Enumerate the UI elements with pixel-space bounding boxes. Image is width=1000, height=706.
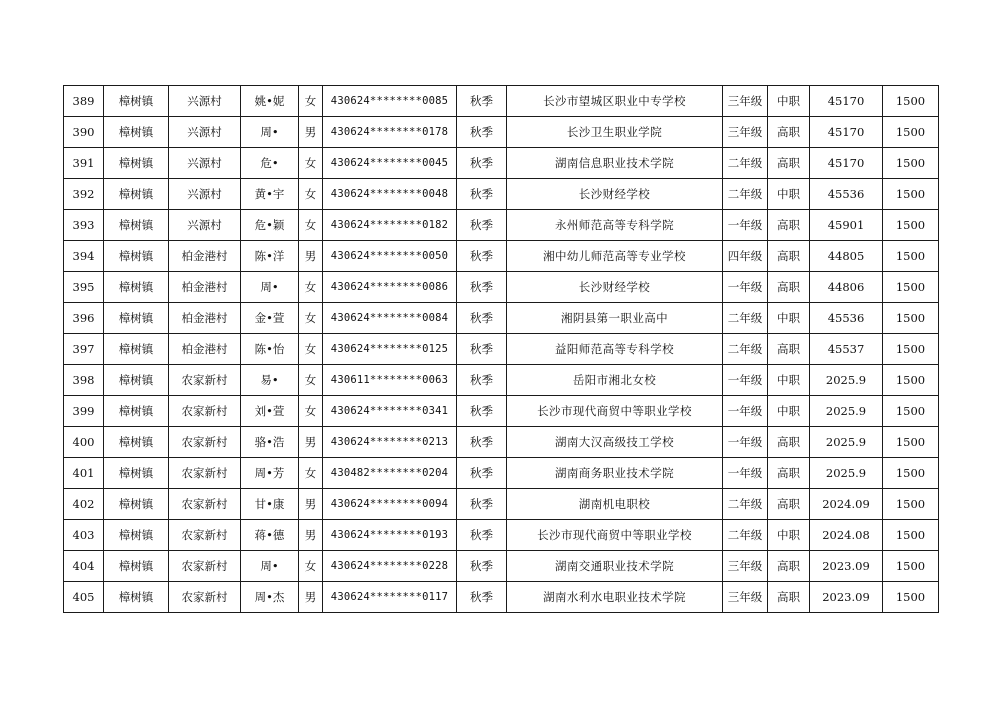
cell-village: 兴源村	[169, 210, 241, 241]
table-row	[64, 458, 939, 489]
cell-season: 秋季	[457, 520, 507, 551]
cell-gender: 女	[299, 458, 323, 489]
cell-amount: 1500	[883, 365, 939, 396]
cell-school: 长沙市现代商贸中等职业学校	[507, 396, 723, 427]
cell-village: 农家新村	[169, 396, 241, 427]
table-row	[64, 303, 939, 334]
cell-village: 农家新村	[169, 520, 241, 551]
cell-town: 樟树镇	[104, 551, 169, 582]
cell-level: 高职	[768, 272, 810, 303]
cell-student-name: 周•杰	[241, 582, 299, 613]
cell-gender: 女	[299, 179, 323, 210]
cell-id-number: 430624********0085	[323, 86, 457, 117]
cell-code: 2025.9	[810, 458, 883, 489]
cell-season: 秋季	[457, 489, 507, 520]
cell-level: 高职	[768, 210, 810, 241]
cell-level: 中职	[768, 179, 810, 210]
cell-code: 45536	[810, 179, 883, 210]
cell-town: 樟树镇	[104, 489, 169, 520]
cell-town: 樟树镇	[104, 582, 169, 613]
cell-number: 400	[64, 427, 104, 458]
cell-level: 中职	[768, 86, 810, 117]
cell-student-name: 陈•洋	[241, 241, 299, 272]
table-row	[64, 179, 939, 210]
cell-id-number: 430482********0204	[323, 458, 457, 489]
cell-season: 秋季	[457, 148, 507, 179]
table-row	[64, 489, 939, 520]
cell-student-name: 蒋•德	[241, 520, 299, 551]
cell-gender: 女	[299, 334, 323, 365]
cell-school: 岳阳市湘北女校	[507, 365, 723, 396]
table-row	[64, 86, 939, 117]
cell-grade: 一年级	[723, 427, 768, 458]
cell-gender: 女	[299, 272, 323, 303]
document-page	[63, 85, 939, 613]
table-row	[64, 582, 939, 613]
cell-gender: 女	[299, 551, 323, 582]
cell-code: 44806	[810, 272, 883, 303]
cell-amount: 1500	[883, 520, 939, 551]
cell-id-number: 430624********0050	[323, 241, 457, 272]
cell-school: 湖南机电职校	[507, 489, 723, 520]
cell-town: 樟树镇	[104, 396, 169, 427]
cell-town: 樟树镇	[104, 427, 169, 458]
cell-code: 45170	[810, 86, 883, 117]
cell-student-name: 周•	[241, 117, 299, 148]
cell-number: 396	[64, 303, 104, 334]
cell-town: 樟树镇	[104, 303, 169, 334]
cell-gender: 男	[299, 489, 323, 520]
cell-grade: 三年级	[723, 582, 768, 613]
cell-number: 392	[64, 179, 104, 210]
cell-gender: 女	[299, 365, 323, 396]
cell-id-number: 430624********0213	[323, 427, 457, 458]
cell-code: 45170	[810, 117, 883, 148]
cell-id-number: 430624********0117	[323, 582, 457, 613]
cell-village: 农家新村	[169, 551, 241, 582]
cell-number: 391	[64, 148, 104, 179]
cell-number: 395	[64, 272, 104, 303]
cell-amount: 1500	[883, 396, 939, 427]
cell-student-name: 骆•浩	[241, 427, 299, 458]
cell-grade: 一年级	[723, 210, 768, 241]
cell-season: 秋季	[457, 272, 507, 303]
cell-number: 390	[64, 117, 104, 148]
cell-level: 高职	[768, 334, 810, 365]
cell-code: 2025.9	[810, 427, 883, 458]
cell-grade: 二年级	[723, 148, 768, 179]
cell-village: 柏金港村	[169, 303, 241, 334]
cell-level: 高职	[768, 241, 810, 272]
cell-gender: 男	[299, 241, 323, 272]
cell-id-number: 430624********0084	[323, 303, 457, 334]
table-row	[64, 241, 939, 272]
cell-level: 中职	[768, 520, 810, 551]
cell-student-name: 危•	[241, 148, 299, 179]
cell-id-number: 430624********0228	[323, 551, 457, 582]
cell-grade: 三年级	[723, 117, 768, 148]
cell-student-name: 金•萱	[241, 303, 299, 334]
cell-town: 樟树镇	[104, 210, 169, 241]
cell-village: 兴源村	[169, 86, 241, 117]
cell-number: 389	[64, 86, 104, 117]
cell-gender: 男	[299, 117, 323, 148]
cell-grade: 三年级	[723, 86, 768, 117]
cell-village: 兴源村	[169, 117, 241, 148]
cell-code: 2025.9	[810, 396, 883, 427]
table-row	[64, 272, 939, 303]
cell-level: 高职	[768, 551, 810, 582]
cell-id-number: 430624********0048	[323, 179, 457, 210]
cell-amount: 1500	[883, 303, 939, 334]
cell-town: 樟树镇	[104, 272, 169, 303]
cell-school: 湘阴县第一职业高中	[507, 303, 723, 334]
cell-season: 秋季	[457, 427, 507, 458]
cell-level: 高职	[768, 489, 810, 520]
cell-number: 398	[64, 365, 104, 396]
cell-school: 永州师范高等专科学院	[507, 210, 723, 241]
cell-amount: 1500	[883, 179, 939, 210]
cell-town: 樟树镇	[104, 86, 169, 117]
cell-season: 秋季	[457, 582, 507, 613]
cell-grade: 二年级	[723, 520, 768, 551]
cell-amount: 1500	[883, 117, 939, 148]
cell-village: 柏金港村	[169, 272, 241, 303]
cell-season: 秋季	[457, 551, 507, 582]
cell-code: 44805	[810, 241, 883, 272]
cell-grade: 一年级	[723, 458, 768, 489]
cell-code: 45170	[810, 148, 883, 179]
cell-number: 394	[64, 241, 104, 272]
cell-grade: 一年级	[723, 365, 768, 396]
cell-town: 樟树镇	[104, 117, 169, 148]
cell-student-name: 姚•妮	[241, 86, 299, 117]
cell-town: 樟树镇	[104, 148, 169, 179]
cell-id-number: 430624********0045	[323, 148, 457, 179]
cell-code: 45901	[810, 210, 883, 241]
cell-season: 秋季	[457, 86, 507, 117]
cell-season: 秋季	[457, 241, 507, 272]
cell-number: 405	[64, 582, 104, 613]
cell-id-number: 430624********0182	[323, 210, 457, 241]
cell-village: 柏金港村	[169, 241, 241, 272]
table-row	[64, 148, 939, 179]
cell-village: 柏金港村	[169, 334, 241, 365]
cell-amount: 1500	[883, 334, 939, 365]
cell-village: 兴源村	[169, 179, 241, 210]
cell-grade: 一年级	[723, 272, 768, 303]
cell-town: 樟树镇	[104, 179, 169, 210]
table-row	[64, 396, 939, 427]
cell-village: 农家新村	[169, 427, 241, 458]
cell-gender: 女	[299, 210, 323, 241]
cell-gender: 男	[299, 427, 323, 458]
cell-season: 秋季	[457, 117, 507, 148]
table-row	[64, 210, 939, 241]
cell-code: 2025.9	[810, 365, 883, 396]
cell-town: 樟树镇	[104, 520, 169, 551]
cell-level: 高职	[768, 117, 810, 148]
cell-school: 长沙卫生职业学院	[507, 117, 723, 148]
cell-student-name: 易•	[241, 365, 299, 396]
cell-school: 湖南交通职业技术学院	[507, 551, 723, 582]
cell-grade: 三年级	[723, 551, 768, 582]
cell-number: 402	[64, 489, 104, 520]
cell-amount: 1500	[883, 489, 939, 520]
cell-season: 秋季	[457, 179, 507, 210]
table-row	[64, 334, 939, 365]
cell-code: 2024.08	[810, 520, 883, 551]
cell-village: 兴源村	[169, 148, 241, 179]
cell-village: 农家新村	[169, 365, 241, 396]
cell-student-name: 陈•怡	[241, 334, 299, 365]
cell-gender: 女	[299, 303, 323, 334]
cell-amount: 1500	[883, 458, 939, 489]
cell-season: 秋季	[457, 396, 507, 427]
cell-grade: 四年级	[723, 241, 768, 272]
cell-code: 2023.09	[810, 582, 883, 613]
cell-amount: 1500	[883, 210, 939, 241]
cell-gender: 女	[299, 86, 323, 117]
cell-number: 397	[64, 334, 104, 365]
subsidy-roster-table	[63, 85, 939, 613]
cell-season: 秋季	[457, 365, 507, 396]
cell-code: 2024.09	[810, 489, 883, 520]
cell-amount: 1500	[883, 272, 939, 303]
cell-town: 樟树镇	[104, 334, 169, 365]
cell-grade: 二年级	[723, 179, 768, 210]
cell-town: 樟树镇	[104, 365, 169, 396]
cell-village: 农家新村	[169, 582, 241, 613]
cell-school: 湖南水利水电职业技术学院	[507, 582, 723, 613]
cell-id-number: 430624********0193	[323, 520, 457, 551]
cell-amount: 1500	[883, 582, 939, 613]
cell-season: 秋季	[457, 210, 507, 241]
cell-town: 樟树镇	[104, 458, 169, 489]
cell-school: 湖南商务职业技术学院	[507, 458, 723, 489]
cell-student-name: 危•颖	[241, 210, 299, 241]
cell-id-number: 430624********0178	[323, 117, 457, 148]
cell-school: 长沙市现代商贸中等职业学校	[507, 520, 723, 551]
cell-season: 秋季	[457, 458, 507, 489]
cell-number: 401	[64, 458, 104, 489]
cell-amount: 1500	[883, 86, 939, 117]
cell-school: 湖南信息职业技术学院	[507, 148, 723, 179]
cell-school: 湖南大汉高级技工学校	[507, 427, 723, 458]
cell-gender: 女	[299, 396, 323, 427]
cell-grade: 二年级	[723, 334, 768, 365]
cell-student-name: 周•	[241, 551, 299, 582]
cell-id-number: 430624********0125	[323, 334, 457, 365]
table-row	[64, 427, 939, 458]
table-row	[64, 520, 939, 551]
cell-level: 高职	[768, 458, 810, 489]
cell-level: 高职	[768, 148, 810, 179]
cell-school: 益阳师范高等专科学校	[507, 334, 723, 365]
cell-amount: 1500	[883, 241, 939, 272]
cell-school: 长沙财经学校	[507, 272, 723, 303]
cell-amount: 1500	[883, 551, 939, 582]
cell-student-name: 周•	[241, 272, 299, 303]
cell-number: 399	[64, 396, 104, 427]
table-row	[64, 117, 939, 148]
cell-gender: 男	[299, 582, 323, 613]
cell-season: 秋季	[457, 334, 507, 365]
cell-level: 高职	[768, 427, 810, 458]
cell-gender: 女	[299, 148, 323, 179]
cell-id-number: 430624********0094	[323, 489, 457, 520]
cell-number: 403	[64, 520, 104, 551]
cell-level: 中职	[768, 303, 810, 334]
table-row	[64, 551, 939, 582]
cell-school: 长沙财经学校	[507, 179, 723, 210]
cell-school: 长沙市望城区职业中专学校	[507, 86, 723, 117]
cell-grade: 二年级	[723, 303, 768, 334]
cell-student-name: 黄•宇	[241, 179, 299, 210]
cell-amount: 1500	[883, 148, 939, 179]
cell-student-name: 刘•萱	[241, 396, 299, 427]
cell-gender: 男	[299, 520, 323, 551]
cell-amount: 1500	[883, 427, 939, 458]
cell-level: 中职	[768, 365, 810, 396]
cell-code: 2023.09	[810, 551, 883, 582]
cell-village: 农家新村	[169, 458, 241, 489]
cell-code: 45537	[810, 334, 883, 365]
cell-student-name: 甘•康	[241, 489, 299, 520]
cell-student-name: 周•芳	[241, 458, 299, 489]
cell-level: 高职	[768, 582, 810, 613]
cell-town: 樟树镇	[104, 241, 169, 272]
table-body	[64, 86, 939, 613]
cell-number: 393	[64, 210, 104, 241]
cell-level: 中职	[768, 396, 810, 427]
cell-id-number: 430624********0341	[323, 396, 457, 427]
cell-village: 农家新村	[169, 489, 241, 520]
cell-grade: 二年级	[723, 489, 768, 520]
table-row	[64, 365, 939, 396]
cell-id-number: 430611********0063	[323, 365, 457, 396]
cell-number: 404	[64, 551, 104, 582]
cell-id-number: 430624********0086	[323, 272, 457, 303]
cell-code: 45536	[810, 303, 883, 334]
cell-season: 秋季	[457, 303, 507, 334]
cell-school: 湘中幼儿师范高等专业学校	[507, 241, 723, 272]
cell-grade: 一年级	[723, 396, 768, 427]
